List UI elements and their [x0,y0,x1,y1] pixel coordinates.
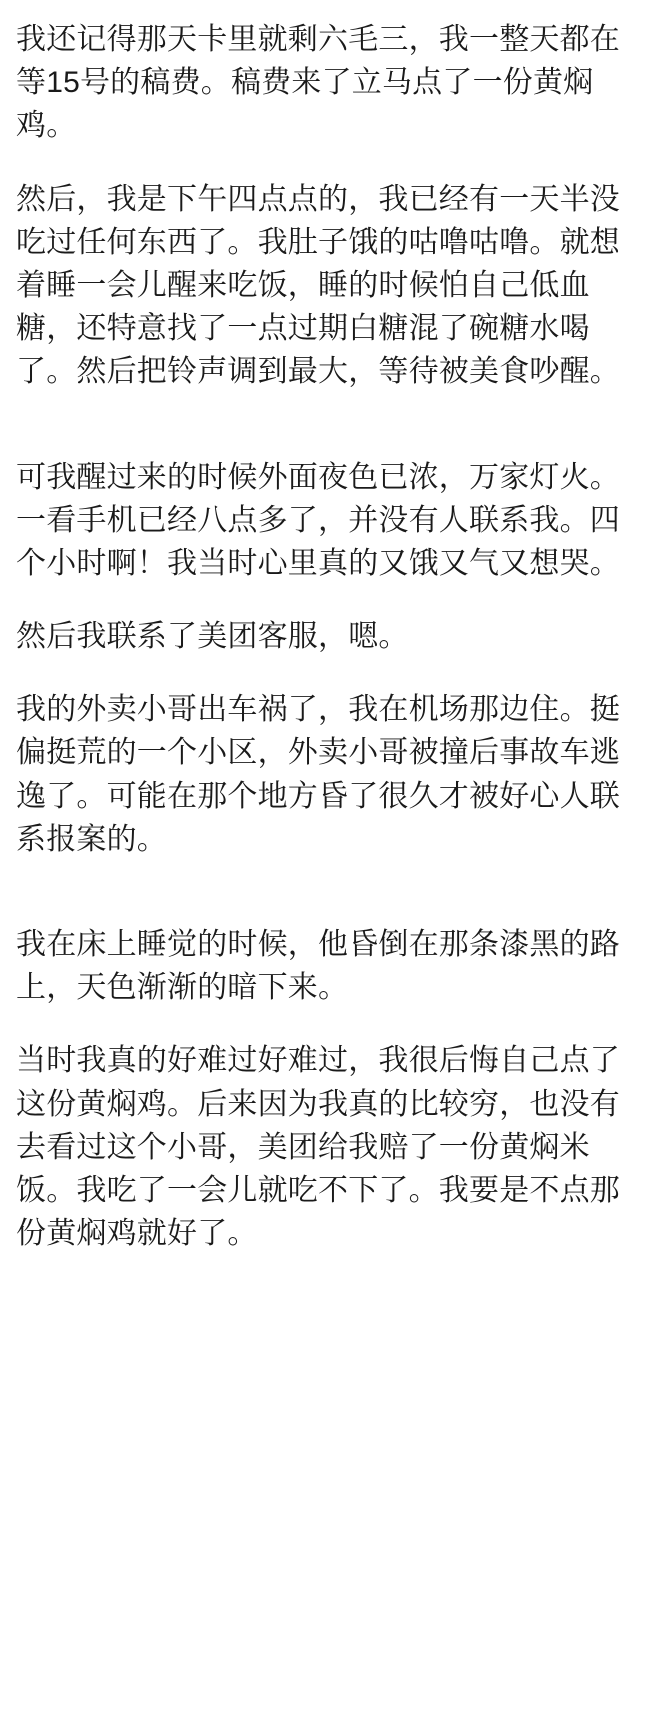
paragraph-3: 可我醒过来的时候外面夜色已浓，万家灯火。一看手机已经八点多了，并没有人联系我。四个小时啊！我当时心里真的又饿又气又想哭。 [16,460,620,580]
article-body [16,18,648,1255]
paragraph-1: 我还记得那天卡里就剩六毛三，我一整天都在等15号的稿费。稿费来了立马点了一份黄焖鸡。 [16,23,620,143]
paragraph-7: 当时我真的好难过好难过，我很后悔自己点了这份黄焖鸡。后来因为我真的比较穷，也没有去看过这个小哥，美团给我赔了一份黄焖米饭。我吃了一会儿就吃不下了。我要是不点那份黄焖鸡就好了。 [16,1044,620,1251]
paragraph-4: 然后我联系了美团客服，嗯。 [16,620,409,654]
paragraph-6: 我在床上睡觉的时候，他昏倒在那条漆黑的路上，天色渐渐的暗下来。 [16,928,620,1005]
paragraph-5: 我的外卖小哥出车祸了，我在机场那边住。挺偏挺荒的一个小区，外卖小哥被撞后事故车逃逸了。可能在那个地方昏了很久才被好心人联系报案的。 [16,693,620,856]
paragraph-2: 然后，我是下午四点点的，我已经有一天半没吃过任何东西了。我肚子饿的咕噜咕噜。就想着睡一会儿醒来吃饭，睡的时候怕自己低血糖，还特意找了一点过期白糖混了碗糖水喝了。然后把铃声调到最大，等待被美食吵醒。 [16,182,620,389]
